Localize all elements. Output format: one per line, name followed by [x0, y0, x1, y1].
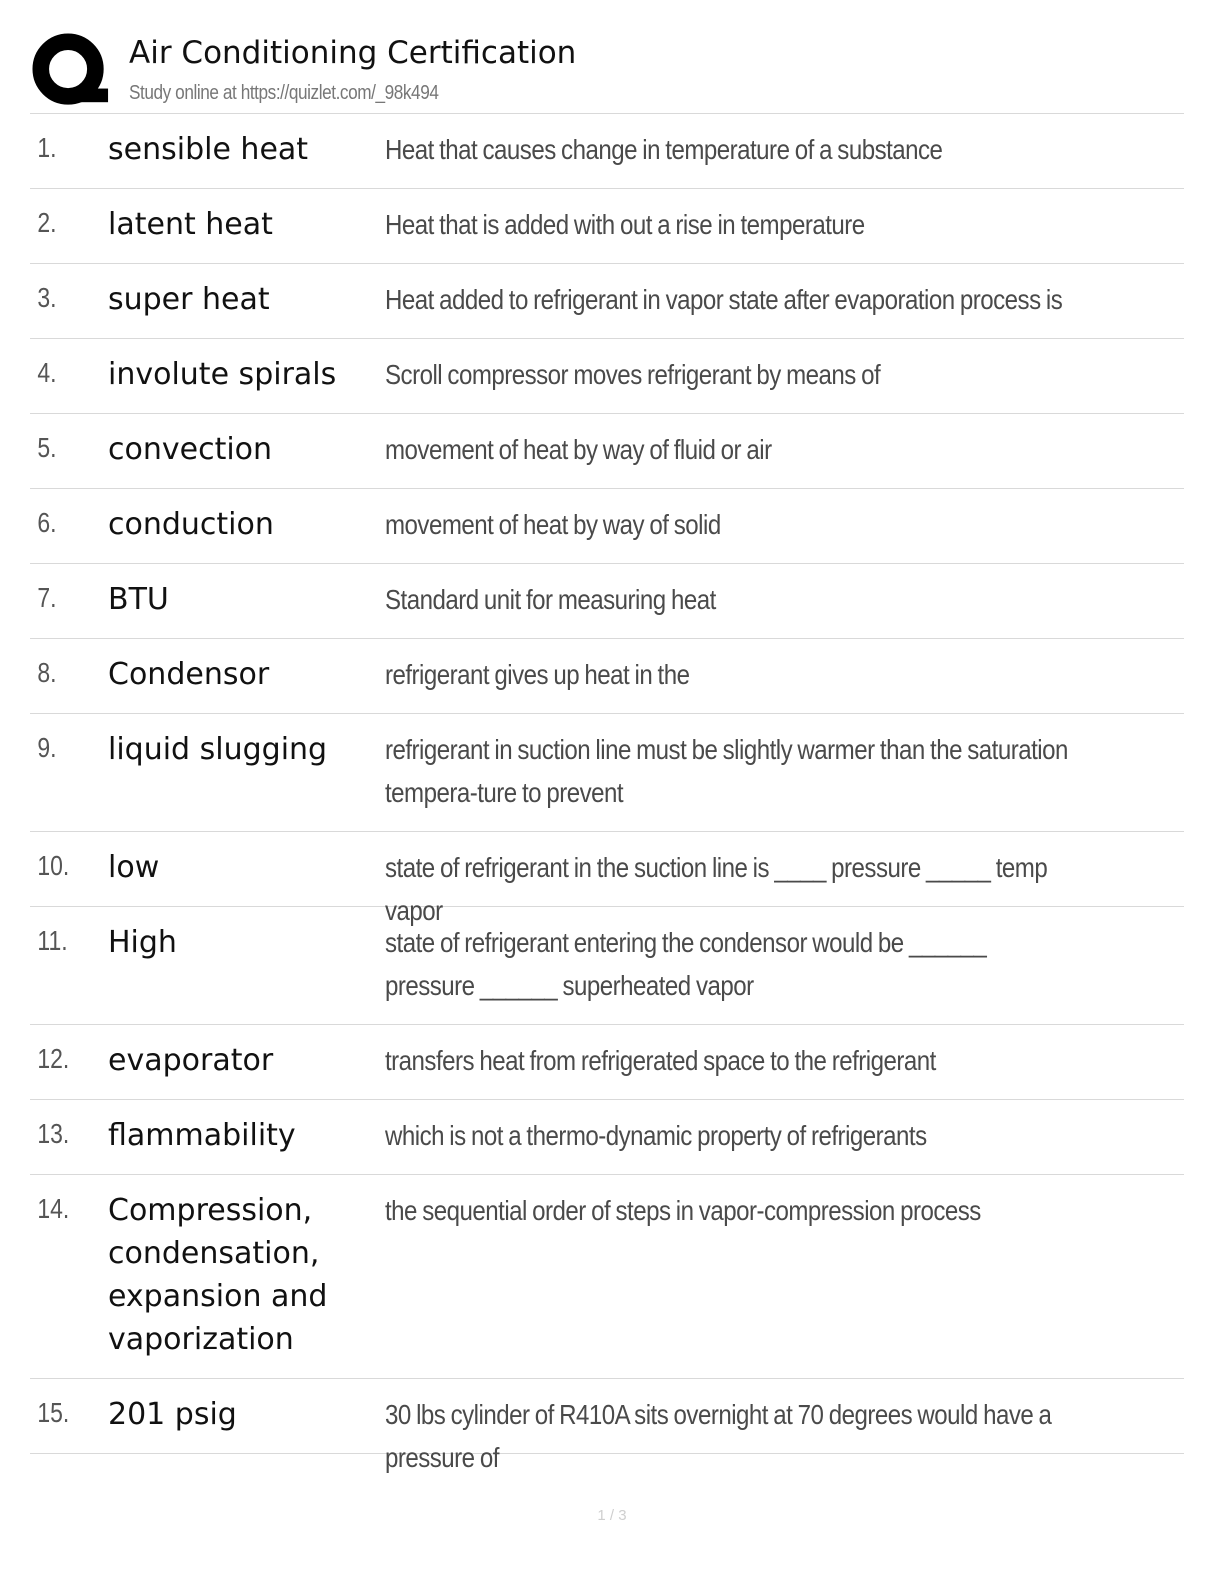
- card-row: [30, 1379, 1184, 1473]
- card-definition: Heat added to refrigerant in vapor state after evaporation process is: [385, 284, 1063, 315]
- card-definition: movement of heat by way of fluid or air: [385, 434, 772, 465]
- card-definition: refrigerant in suction line must be slightly warmer than the saturation tempera-ture to prevent: [385, 734, 1068, 808]
- card-term: BTU: [108, 582, 169, 617]
- card-term: High: [108, 925, 177, 960]
- page-title: Air Conditioning Certification: [129, 35, 577, 71]
- card-row: [30, 189, 1184, 264]
- card-number: 1.: [37, 132, 57, 163]
- card-row: [30, 907, 1184, 1025]
- card-definition: Scroll compressor moves refrigerant by means of: [385, 359, 881, 390]
- card-term: flammability: [108, 1118, 296, 1153]
- card-number: 7.: [37, 582, 57, 613]
- card-number: 9.: [37, 732, 57, 763]
- card-definition: transfers heat from refrigerated space to the refrigerant: [385, 1045, 936, 1076]
- quizlet-q-logo-icon: [32, 32, 110, 110]
- card-term: 201 psig: [108, 1397, 237, 1432]
- card-term: low: [108, 850, 160, 885]
- card-row: [30, 339, 1184, 414]
- card-term: sensible heat: [108, 132, 309, 167]
- card-row: [30, 639, 1184, 714]
- card-row: [30, 714, 1184, 832]
- card-term: latent heat: [108, 207, 273, 242]
- page-header: [30, 28, 1184, 114]
- card-definition: Heat that causes change in temperature of a substance: [385, 134, 943, 165]
- card-row: [30, 114, 1184, 189]
- card-term: liquid slugging: [108, 732, 328, 767]
- card-definition: state of refrigerant in the suction line is ____ pressure _____ temp vapor: [385, 852, 1048, 926]
- card-number: 11.: [37, 925, 68, 956]
- card-definition: state of refrigerant entering the condensor would be ______ pressure ______ superheated vapor: [385, 927, 987, 1001]
- card-term: convection: [108, 432, 273, 467]
- card-row: [30, 414, 1184, 489]
- card-term: Condensor: [108, 657, 270, 692]
- card-number: 13.: [37, 1118, 70, 1149]
- card-number: 12.: [37, 1043, 70, 1074]
- card-number: 10.: [37, 850, 70, 881]
- card-number: 8.: [37, 657, 57, 688]
- card-row: [30, 489, 1184, 564]
- card-term: conduction: [108, 507, 274, 542]
- card-number: 14.: [37, 1193, 70, 1224]
- card-number: 15.: [37, 1397, 70, 1428]
- card-definition: which is not a thermo-dynamic property of refrigerants: [385, 1120, 927, 1151]
- card-definition: 30 lbs cylinder of R410A sits overnight at 70 degrees would have a pressure of: [385, 1399, 1052, 1473]
- card-row: [30, 564, 1184, 639]
- card-row: [30, 264, 1184, 339]
- card-number: 5.: [37, 432, 57, 463]
- card-row: [30, 1175, 1184, 1379]
- card-definition: Standard unit for measuring heat: [385, 584, 716, 615]
- card-row: [30, 1025, 1184, 1100]
- card-number: 6.: [37, 507, 57, 538]
- card-term: evaporator: [108, 1043, 274, 1078]
- card-term: Compression, condensation, expansion and vaporization: [108, 1193, 328, 1357]
- page-number: 1 / 3: [597, 1507, 627, 1524]
- card-row: [30, 1100, 1184, 1175]
- card-term: involute spirals: [108, 357, 337, 392]
- card-definition: refrigerant gives up heat in the: [385, 659, 690, 690]
- card-definition: Heat that is added with out a rise in temperature: [385, 209, 865, 240]
- card-number: 4.: [37, 357, 57, 388]
- card-list: [30, 113, 1184, 1473]
- card-definition: movement of heat by way of solid: [385, 509, 721, 540]
- card-row: [30, 832, 1184, 926]
- card-number: 3.: [37, 282, 57, 313]
- card-number: 2.: [37, 207, 57, 238]
- card-definition: the sequential order of steps in vapor-compression process: [385, 1195, 981, 1226]
- card-term: super heat: [108, 282, 270, 317]
- study-link[interactable]: Study online at https://quizlet.com/_98k494: [129, 82, 439, 104]
